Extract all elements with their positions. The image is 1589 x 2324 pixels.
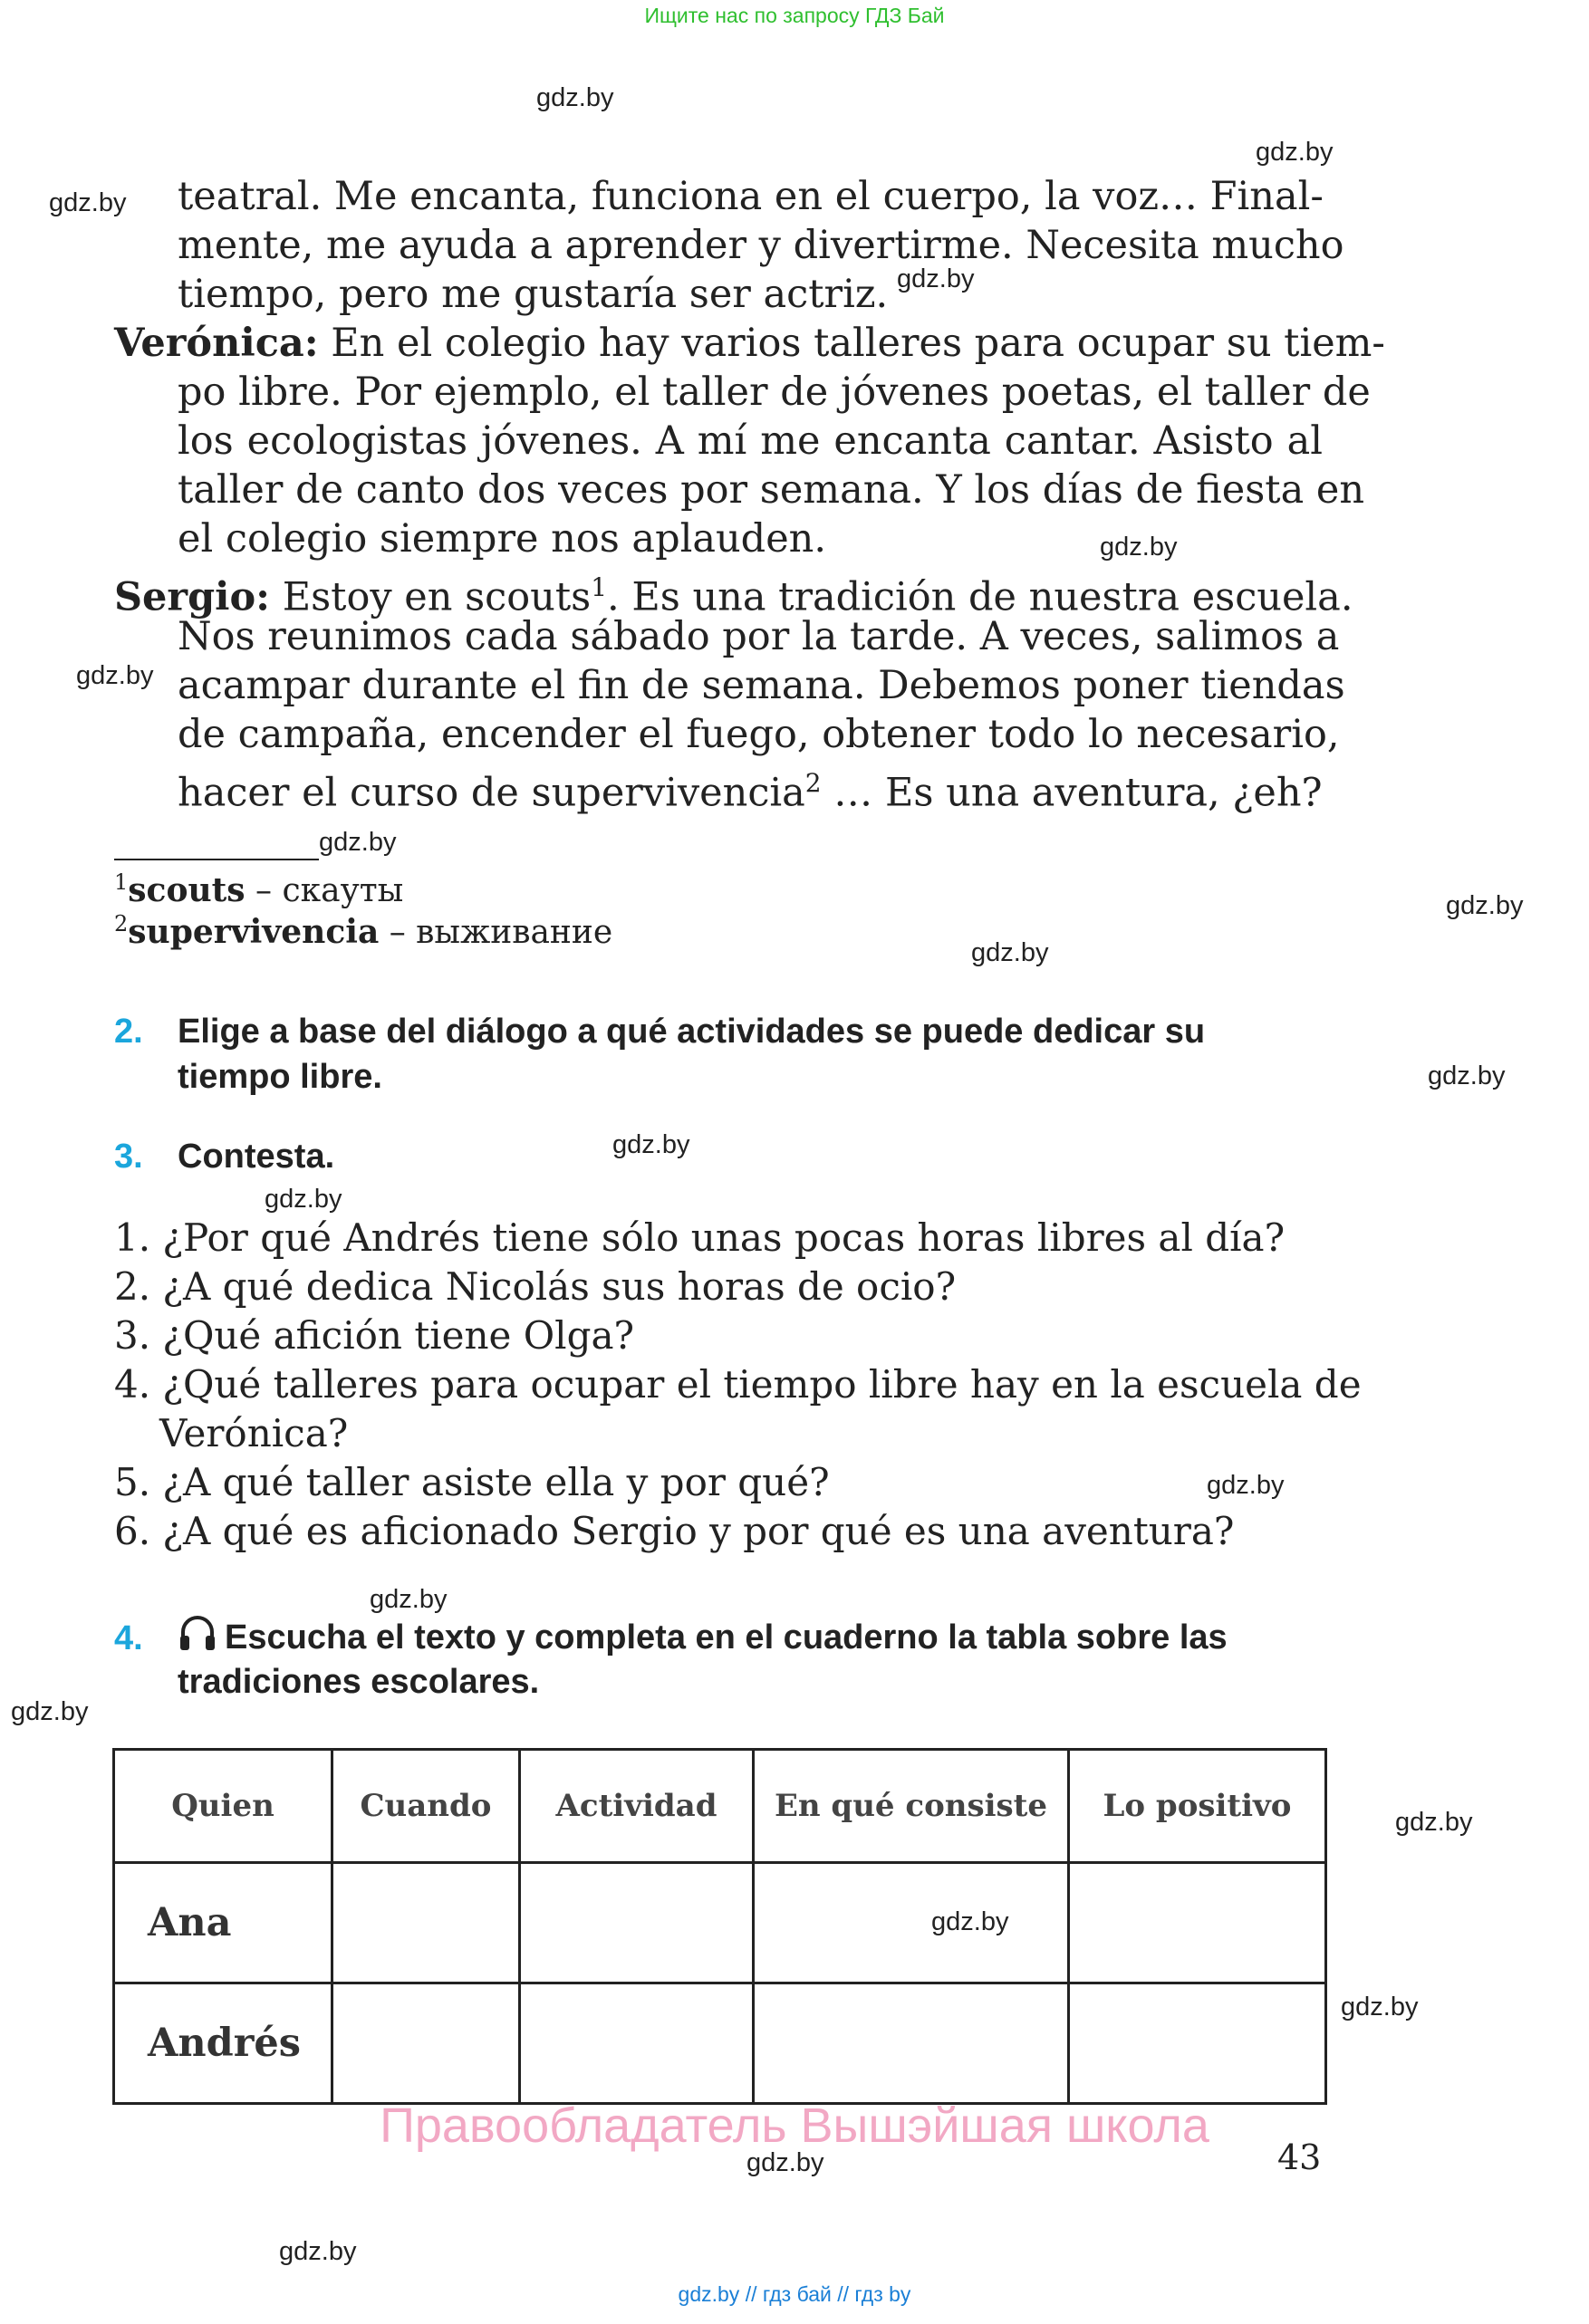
task-instruction: tradiciones escolares. xyxy=(178,1663,540,1701)
dialogue-line: el colegio siempre nos aplauden. xyxy=(178,516,827,562)
question-item: Verónica? xyxy=(159,1411,349,1455)
table-cell xyxy=(754,1983,1069,2104)
footnote xyxy=(114,869,403,909)
dialogue-line: los ecologistas jóvenes. A mí me encanta cantar. Asisto al xyxy=(178,418,1323,464)
dialogue-text: En el colegio hay varios talleres para ocupar su tiem- xyxy=(331,321,1385,366)
question-item: 1. ¿Por qué Andrés tiene sólo unas pocas horas libres al día? xyxy=(114,1215,1286,1260)
watermark: gdz.by xyxy=(1207,1471,1285,1500)
dialogue-line: de campaña, encender el fuego, obtener todo lo necesario, xyxy=(178,712,1340,757)
column-header: Lo positivo xyxy=(1069,1750,1326,1863)
dialogue-line xyxy=(178,759,1323,817)
task-instruction: Elige a base del diálogo a qué actividades se puede dedicar su xyxy=(178,1013,1206,1051)
task-number: 3. xyxy=(114,1138,143,1176)
footnote-term: scouts xyxy=(128,871,246,909)
watermark: gdz.by xyxy=(76,661,154,690)
table-row xyxy=(114,1983,1326,2104)
speaker-name: Sergio: xyxy=(114,574,271,620)
column-header: Actividad xyxy=(520,1750,754,1863)
task-number: 4. xyxy=(114,1619,143,1657)
watermark: gdz.by xyxy=(279,2237,357,2266)
task-text: Escucha el texto y completa en el cuaderno la tabla sobre las xyxy=(225,1618,1228,1657)
watermark: gdz.by xyxy=(1341,1993,1419,2021)
headphones-icon xyxy=(178,1614,217,1654)
watermark: gdz.by xyxy=(536,83,614,112)
footnote xyxy=(114,911,612,951)
dialogue-line: Nos reunimos cada sábado por la tarde. A veces, salimos a xyxy=(178,614,1340,659)
dialogue-text: . Es una tradición de nuestra escuela. xyxy=(607,574,1353,620)
table-cell xyxy=(1069,1863,1326,1983)
watermark: gdz.by xyxy=(1100,533,1178,562)
task-instruction: tiempo libre. xyxy=(178,1058,382,1096)
footnote-divider xyxy=(114,859,319,860)
watermark: gdz.by xyxy=(897,264,975,293)
watermark: gdz.by xyxy=(612,1130,690,1159)
task-title: Contesta. xyxy=(178,1138,335,1176)
watermark: gdz.by xyxy=(1428,1061,1506,1090)
dialogue-text: hacer el curso de supervivencia xyxy=(178,770,805,816)
watermark: gdz.by xyxy=(931,1907,1009,1936)
watermark: gdz.by xyxy=(971,938,1049,967)
dialogue-line: tiempo, pero me gustaría ser actriz. xyxy=(178,272,889,317)
column-header: En qué consiste xyxy=(754,1750,1069,1863)
column-header: Cuando xyxy=(332,1750,520,1863)
footnote-number: 1 xyxy=(114,869,129,895)
footnote-term: supervivencia xyxy=(128,913,380,951)
dialogue-text: … Es una aventura, ¿eh? xyxy=(821,770,1323,816)
watermark: gdz.by xyxy=(319,828,397,857)
watermark: gdz.by xyxy=(49,188,127,217)
watermark: gdz.by xyxy=(1446,891,1524,920)
speaker-veronica-line xyxy=(114,319,1385,368)
footnote-translation: – выживание xyxy=(379,914,613,951)
footnote-number: 2 xyxy=(114,911,129,936)
task-instruction xyxy=(178,1614,1228,1660)
row-label: Andrés xyxy=(114,1983,332,2104)
table-row xyxy=(114,1863,1326,1983)
question-item: 3. ¿Qué afición tiene Olga? xyxy=(114,1313,635,1358)
copyright-owner: Правообладатель Вышэйшая школа xyxy=(380,2098,1209,2153)
table-cell xyxy=(520,1983,754,2104)
footnote-ref: 1 xyxy=(591,572,608,602)
row-label: Ana xyxy=(114,1863,332,1983)
watermark: gdz.by xyxy=(746,2148,824,2177)
question-item: 6. ¿A qué es aficionado Sergio y por qué es una aventura? xyxy=(114,1509,1235,1553)
watermark: gdz.by xyxy=(1395,1808,1473,1837)
dialogue-line: po libre. Por ejemplo, el taller de jóvenes poetas, el taller de xyxy=(178,370,1371,415)
page-number: 43 xyxy=(1277,2137,1322,2177)
question-item: 5. ¿A qué taller asiste ella y por qué? xyxy=(114,1460,830,1504)
top-notice[interactable]: Ищите нас по запросу ГДЗ Бай xyxy=(644,4,945,27)
watermark: gdz.by xyxy=(1256,138,1334,167)
footnote-translation: – скауты xyxy=(245,872,404,909)
question-item: 2. ¿A qué dedica Nicolás sus horas de ocio? xyxy=(114,1264,957,1309)
dialogue-line: teatral. Me encanta, funciona en el cuerpo, la voz… Final- xyxy=(178,174,1324,219)
watermark: gdz.by xyxy=(11,1697,89,1726)
footnote-ref: 2 xyxy=(804,768,822,798)
watermark: gdz.by xyxy=(265,1185,342,1214)
column-header: Quien xyxy=(114,1750,332,1863)
watermark: gdz.by xyxy=(370,1585,448,1614)
dialogue-line: mente, me ayuda a aprender y divertirme. Necesita mucho xyxy=(178,223,1344,268)
task-number: 2. xyxy=(114,1013,143,1051)
table-cell xyxy=(332,1863,520,1983)
table-header-row xyxy=(114,1750,1326,1863)
question-item: 4. ¿Qué talleres para ocupar el tiempo libre hay en la escuela de xyxy=(114,1362,1362,1407)
bottom-links[interactable]: gdz.by // гдз бай // гдз by xyxy=(678,2282,911,2306)
table-cell xyxy=(332,1983,520,2104)
dialogue-line: acampar durante el fin de semana. Debemos poner tiendas xyxy=(178,663,1345,708)
table-cell xyxy=(520,1863,754,1983)
dialogue-text: Estoy en scouts xyxy=(282,574,592,620)
table-cell xyxy=(1069,1983,1326,2104)
table-cell xyxy=(754,1863,1069,1983)
traditions-table xyxy=(112,1748,1327,2105)
dialogue-line: taller de canto dos veces por semana. Y los días de fiesta en xyxy=(178,467,1365,513)
speaker-name: Verónica: xyxy=(114,321,319,366)
